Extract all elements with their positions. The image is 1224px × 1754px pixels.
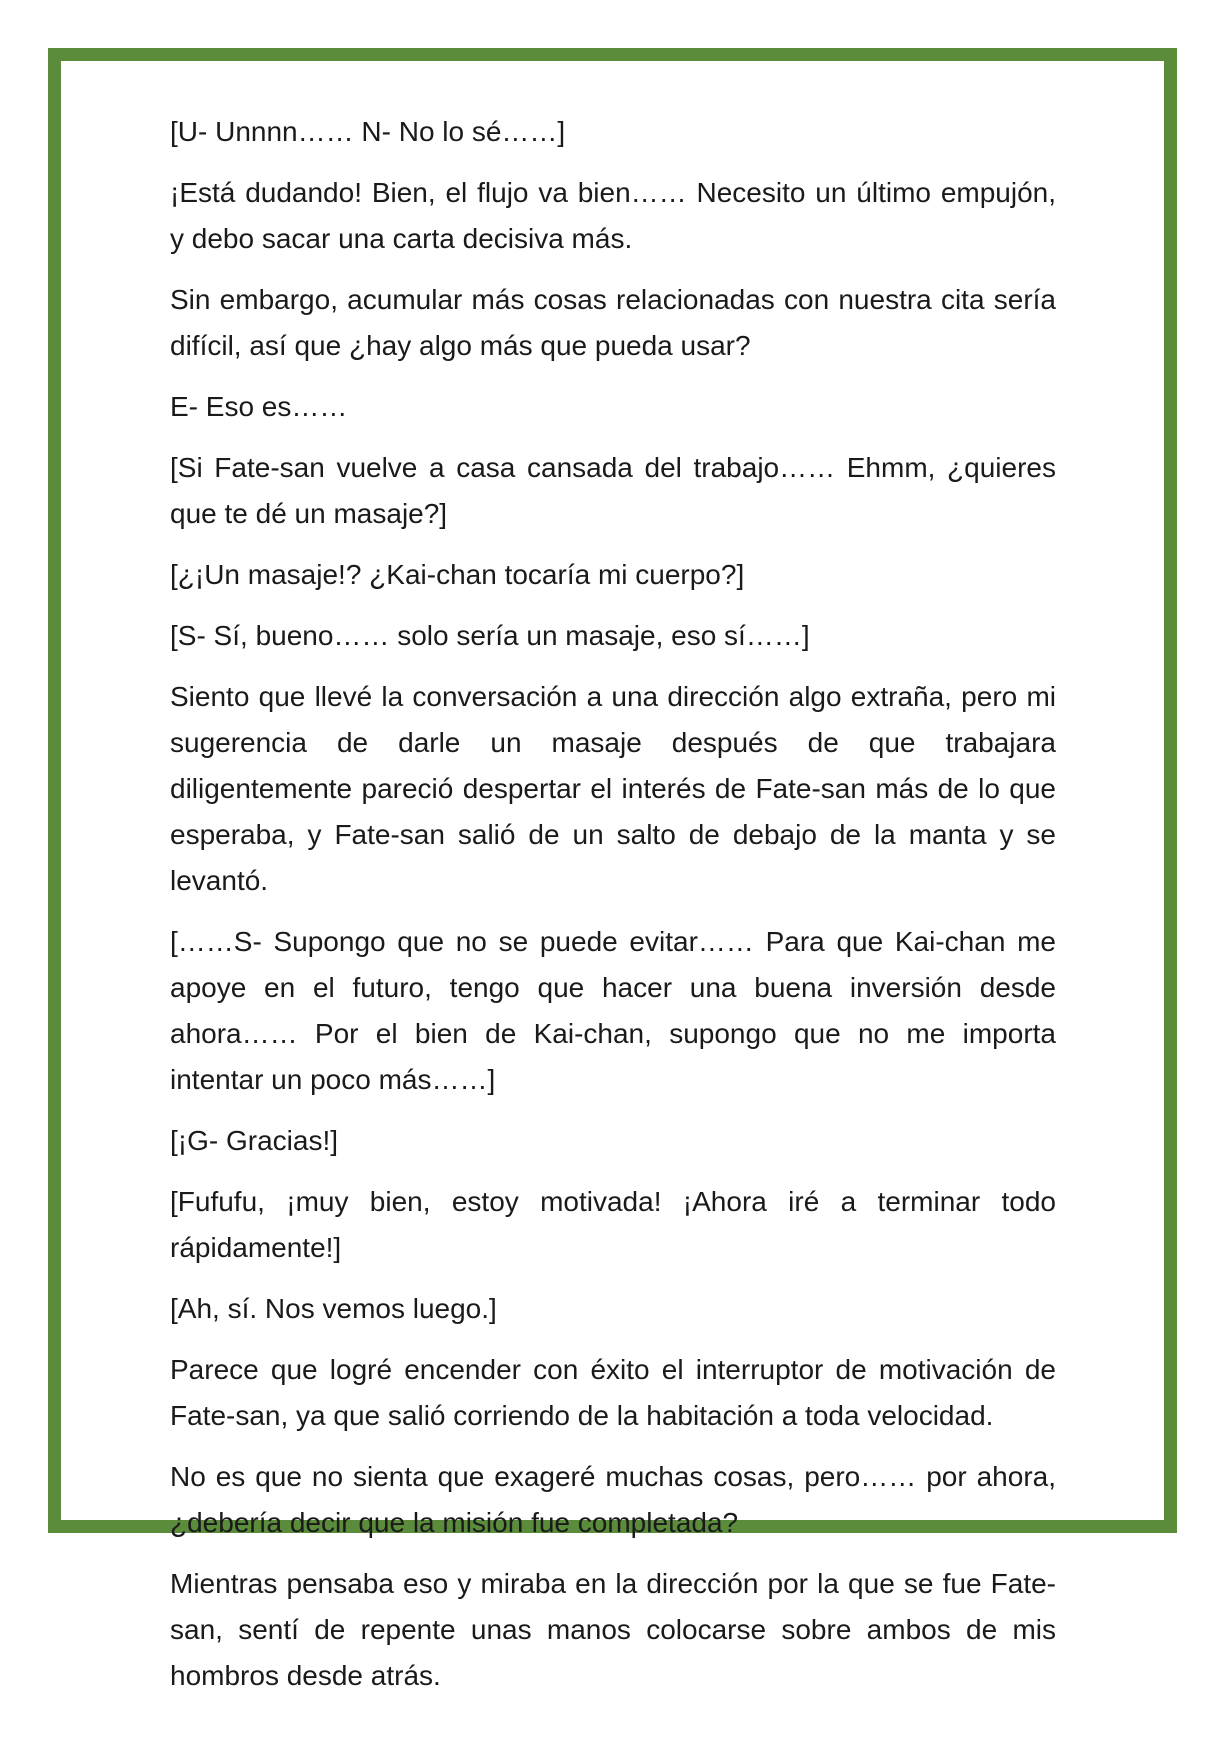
paragraph-10: [¡G- Gracias!]: [170, 1125, 339, 1156]
paragraph-5: [Si Fate-san vuelve a casa cansada del trabajo…… Ehmm, ¿quieres que te dé un masaje?]: [170, 452, 1056, 529]
paragraph-4: E- Eso es……: [170, 391, 348, 422]
page-content: [61, 61, 1164, 1754]
paragraph-14: No es que no sienta que exageré muchas cosas, pero…… por ahora, ¿debería decir que la misión fue completada?: [170, 1461, 1056, 1538]
paragraph-11: [Fufufu, ¡muy bien, estoy motivada! ¡Ahora iré a terminar todo rápidamente!]: [170, 1186, 1056, 1263]
paragraph-7: [S- Sí, bueno…… solo sería un masaje, eso sí……]: [170, 620, 810, 651]
page-border-frame: [48, 48, 1177, 1691]
paragraph-13: Parece que logré encender con éxito el interruptor de motivación de Fate-san, ya que salió corriendo de la habitación a toda velocidad.: [170, 1354, 1056, 1431]
paragraph-12: [Ah, sí. Nos vemos luego.]: [170, 1293, 497, 1324]
paragraph-8: Siento que llevé la conversación a una dirección algo extraña, pero mi sugerencia de darle un masaje después de que trabajara diligentemente pareció despertar el interés de Fate-san más de lo que esperaba, y Fate-san salió de un salto de debajo de la manta y se levantó.: [170, 681, 1056, 896]
paragraph-2: ¡Está dudando! Bien, el flujo va bien…… Necesito un último empujón, y debo sacar una carta decisiva más.: [170, 177, 1056, 254]
paragraph-1: [U- Unnnn…… N- No lo sé……]: [170, 116, 566, 147]
paragraph-15: Mientras pensaba eso y miraba en la dirección por la que se fue Fate-san, sentí de repente unas manos colocarse sobre ambos de mis hombros desde atrás.: [170, 1568, 1056, 1691]
paragraph-3: Sin embargo, acumular más cosas relacionadas con nuestra cita sería difícil, así que ¿hay algo más que pueda usar?: [170, 284, 1056, 361]
paragraph-6: [¿¡Un masaje!? ¿Kai-chan tocaría mi cuerpo?]: [170, 559, 745, 590]
paragraph-9: [……S- Supongo que no se puede evitar…… Para que Kai-chan me apoye en el futuro, tengo que hacer una buena inversión desde ahora…… Por el bien de Kai-chan, supongo que no me importa intentar un poco más……]: [170, 926, 1056, 1095]
